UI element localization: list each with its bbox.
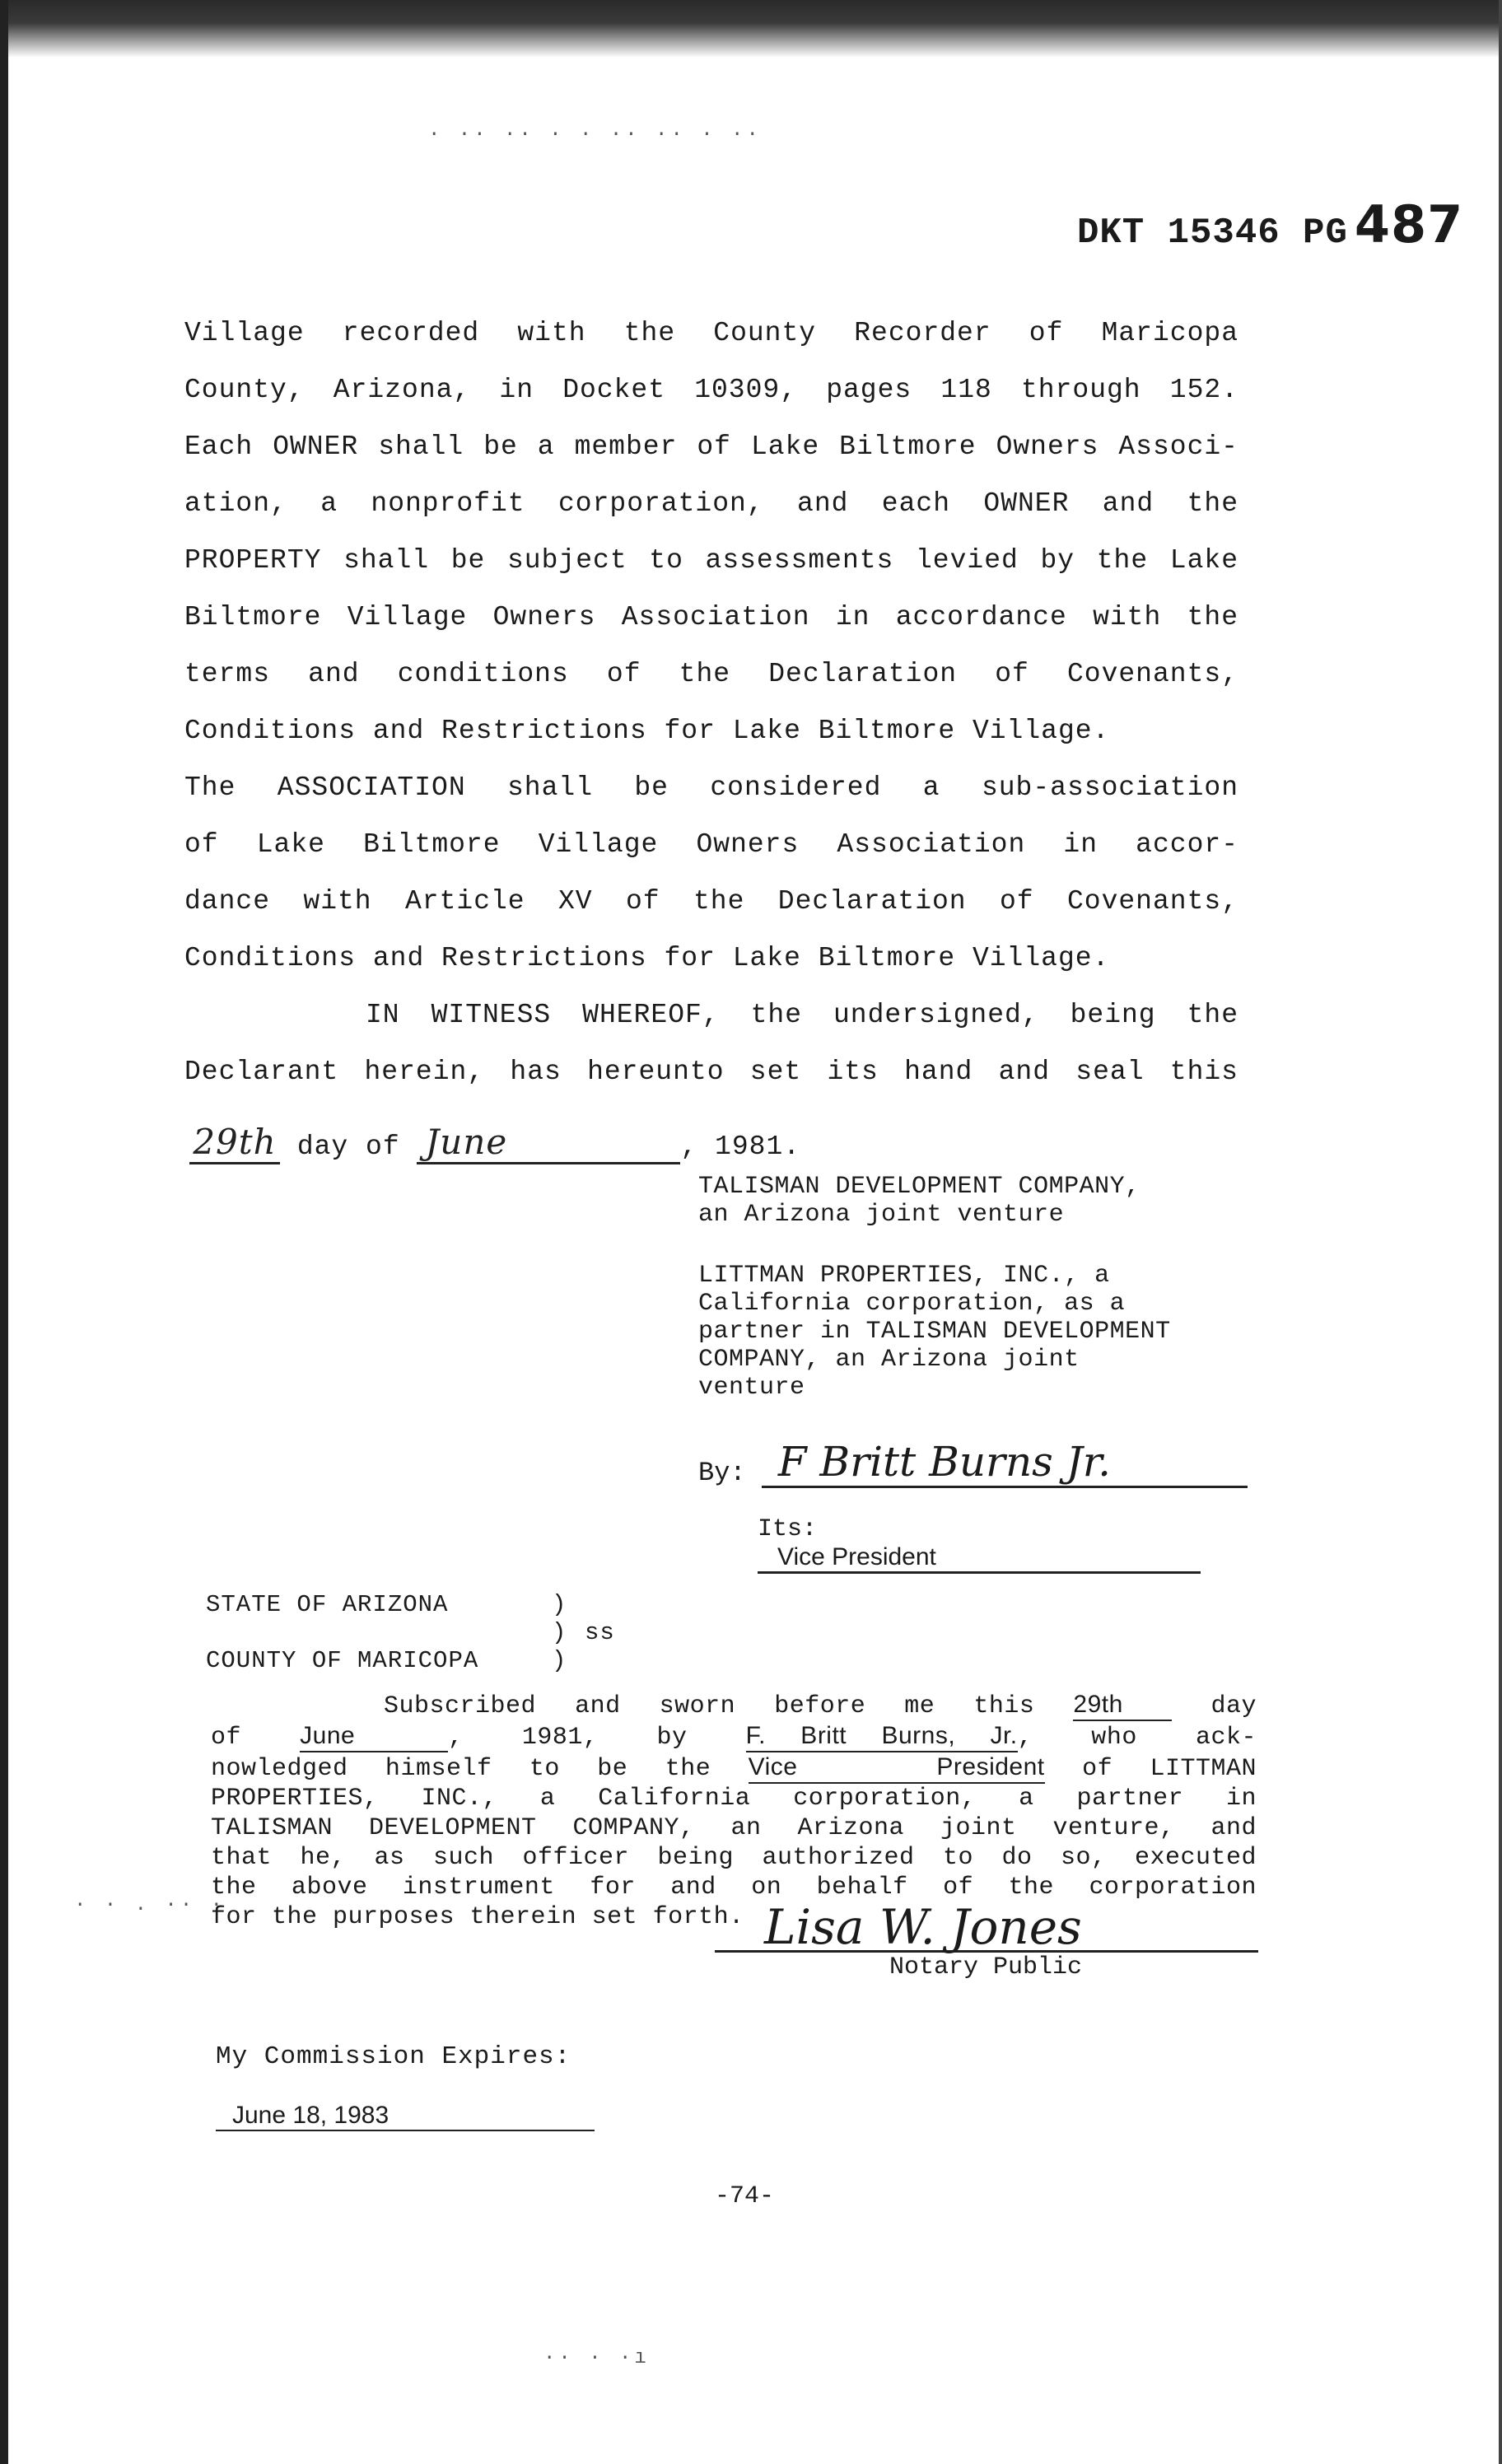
witness-date <box>189 1122 800 1164</box>
ack-line-1: Subscribed and sworn before me this 29th day <box>384 1691 1257 1720</box>
body-line: of Lake Biltmore Village Owners Association in accor- <box>184 829 1238 860</box>
by-signature-line <box>698 1438 1250 1488</box>
docket-label: DKT 15346 PG <box>1077 212 1348 254</box>
partner-line: COMPANY, an Arizona joint <box>698 1346 1080 1374</box>
scan-right-edge <box>1499 0 1502 2464</box>
ss-label: ss <box>585 1619 615 1646</box>
venue-parentheses: ) ) ) <box>552 1591 567 1674</box>
ack-line-3: nowledged himself to be the Vice President of LITTMAN <box>211 1753 1257 1783</box>
docket-page-number: 487 <box>1354 194 1464 254</box>
commission-date: June 18, 1983 <box>216 2102 595 2131</box>
docket-stamp <box>1077 194 1463 254</box>
scan-speckle-left: · · . ·· · <box>74 1894 226 1916</box>
body-line: Each OWNER shall be a member of Lake Biltmore Owners Associ- <box>184 432 1238 462</box>
venue-block <box>206 1591 615 1675</box>
state-label: STATE OF ARIZONA <box>206 1591 449 1618</box>
its-value: Vice President <box>758 1543 1201 1574</box>
ack-line: for the purposes therein set forth. <box>211 1903 744 1931</box>
handwritten-signature: F Britt Burns Jr. <box>777 1438 1112 1486</box>
body-line: PROPERTY shall be subject to assessments levied by the Lake <box>184 545 1238 576</box>
commission-label: My Commission Expires: <box>216 2042 571 2071</box>
notary-handwritten-signature: Lisa W. Jones <box>764 1899 1082 1955</box>
partner-line: LITTMAN PROPERTIES, INC., a <box>698 1262 1110 1290</box>
company-name: TALISMAN DEVELOPMENT COMPANY, <box>698 1173 1140 1201</box>
signature-line <box>762 1438 1248 1488</box>
ack-line: the above instrument for and on behalf of the corporation <box>211 1874 1257 1902</box>
day-of-label: day of <box>296 1132 400 1162</box>
acknowledgment-text <box>211 1690 1257 1932</box>
body-line: Conditions and Restrictions for Lake Biltmore Village. <box>184 943 1110 973</box>
ack-title: Vice President <box>749 1752 1045 1784</box>
witness-line-2: Declarant herein, has hereunto set its hand and seal this <box>184 1057 1238 1087</box>
body-line: ation, a nonprofit corporation, and each OWNER and the <box>184 488 1238 519</box>
partner-line: partner in TALISMAN DEVELOPMENT <box>698 1318 1171 1346</box>
body-line: County, Arizona, in Docket 10309, pages 118 through 152. <box>184 375 1238 405</box>
its-title-line <box>758 1515 1252 1574</box>
partner-line: California corporation, as a <box>698 1290 1126 1318</box>
body-line: Village recorded with the County Recorder of Maricopa <box>184 318 1238 348</box>
handwritten-month: June <box>417 1122 680 1164</box>
body-line: The ASSOCIATION shall be considered a sub-association <box>184 772 1238 803</box>
ack-line: TALISMAN DEVELOPMENT COMPANY, an Arizona joint venture, and <box>211 1814 1257 1842</box>
witness-line-1: IN WITNESS WHEREOF, the undersigned, being the <box>366 1000 1238 1030</box>
handwritten-day: 29th <box>189 1122 280 1164</box>
company-type: an Arizona joint venture <box>698 1201 1065 1229</box>
notary-label: Notary Public <box>889 1953 1083 1981</box>
its-label: Its: <box>758 1515 818 1543</box>
county-label: COUNTY OF MARICOPA <box>206 1647 479 1674</box>
notary-signature <box>715 1899 1258 1981</box>
scan-speckle-bottom: ·· · ·ı <box>543 2347 650 2369</box>
partner-line: venture <box>698 1374 805 1402</box>
signature-block <box>698 1173 1258 1402</box>
ack-line: PROPERTIES, INC., a California corporation, a partner in <box>211 1785 1257 1813</box>
scan-top-edge <box>0 0 1502 58</box>
by-label: By: <box>698 1458 746 1488</box>
ack-line-2: of June , 1981, by F. Britt Burns, Jr., who ack- <box>211 1722 1257 1752</box>
body-text <box>184 305 1238 1100</box>
ack-line: that he, as such officer being authorized to do so, executed <box>211 1844 1257 1872</box>
body-line: terms and conditions of the Declaration of Covenants, <box>184 659 1238 689</box>
page-number: -74- <box>715 2182 775 2210</box>
body-line: Conditions and Restrictions for Lake Biltmore Village. <box>184 716 1110 746</box>
scan-speckle: · ·· ·· · · ·· ·· · ·· <box>428 124 762 146</box>
ack-day: 29th <box>1073 1690 1172 1721</box>
ack-month: June <box>300 1721 448 1752</box>
body-line: Biltmore Village Owners Association in accordance with the <box>184 602 1238 632</box>
witness-year: , 1981. <box>680 1132 801 1162</box>
body-line: dance with Article XV of the Declaration of Covenants, <box>184 886 1238 917</box>
ack-name: F. Britt Burns, Jr. <box>746 1721 1018 1752</box>
scan-left-edge <box>0 0 8 2464</box>
